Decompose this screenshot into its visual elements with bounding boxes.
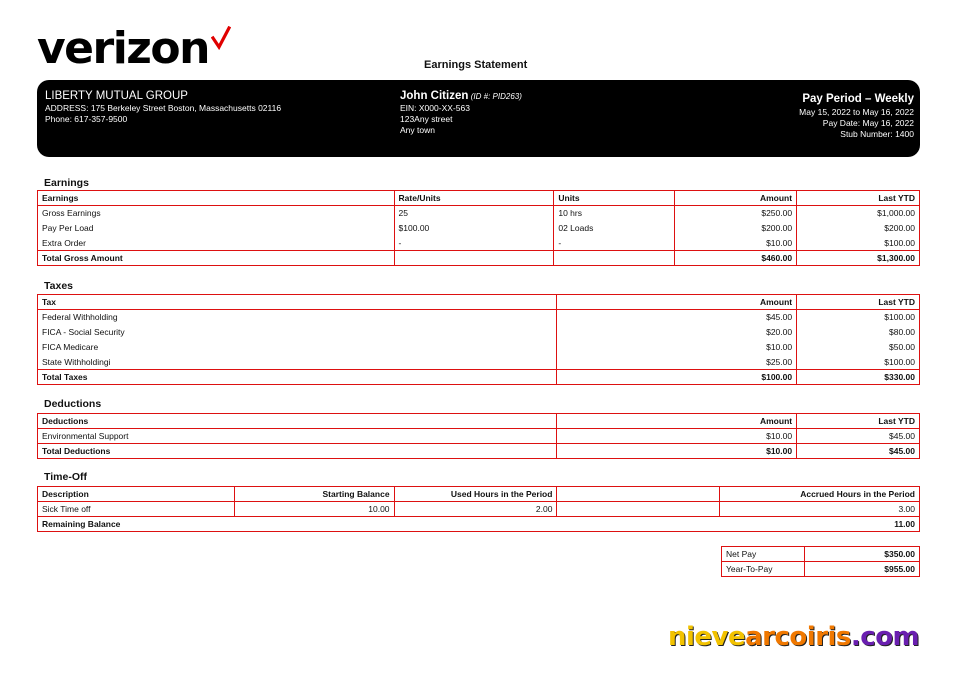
total-amount: $460.00 bbox=[675, 251, 797, 266]
earning-units: 02 Loads bbox=[554, 221, 675, 236]
total-amount: $100.00 bbox=[557, 370, 797, 385]
remaining-balance-label: Remaining Balance bbox=[38, 517, 720, 532]
deductions-total-row bbox=[38, 444, 920, 459]
total-units bbox=[554, 251, 675, 266]
tax-description: State Withholdingi bbox=[38, 355, 557, 370]
watermark-part: .com bbox=[850, 622, 920, 652]
earning-amount: $200.00 bbox=[675, 221, 797, 236]
net-pay-value: $350.00 bbox=[804, 547, 919, 562]
earning-ytd: $100.00 bbox=[797, 236, 920, 251]
employer-address: ADDRESS: 175 Berkeley Street Boston, Massachusetts 02116 bbox=[45, 103, 282, 113]
earning-ytd: $200.00 bbox=[797, 221, 920, 236]
employer-phone: Phone: 617-357-9500 bbox=[45, 114, 128, 124]
tax-ytd: $80.00 bbox=[797, 325, 920, 340]
year-to-pay-label: Year-To-Pay bbox=[722, 562, 805, 577]
column-header bbox=[557, 487, 720, 502]
total-ytd: $45.00 bbox=[797, 444, 920, 459]
watermark bbox=[668, 622, 919, 652]
employee-info bbox=[400, 89, 522, 136]
deduction-description: Environmental Support bbox=[38, 429, 557, 444]
earning-rate: $100.00 bbox=[394, 221, 554, 236]
stub-number: Stub Number: 1400 bbox=[840, 129, 914, 139]
column-header: Last YTD bbox=[797, 295, 920, 310]
remaining-balance-value: 11.00 bbox=[720, 517, 920, 532]
employee-id: (ID #: PID263) bbox=[470, 92, 522, 101]
net-pay-label: Net Pay bbox=[722, 547, 805, 562]
column-header: Description bbox=[38, 487, 235, 502]
earnings-section-title: Earnings bbox=[44, 177, 89, 189]
taxes-section-title: Taxes bbox=[44, 280, 73, 292]
total-ytd: $1,300.00 bbox=[797, 251, 920, 266]
year-to-pay-row bbox=[722, 562, 920, 577]
tax-ytd: $50.00 bbox=[797, 340, 920, 355]
timeoff-used-hours: 2.00 bbox=[394, 502, 557, 517]
taxes-header-row bbox=[38, 295, 920, 310]
year-to-pay-value: $955.00 bbox=[804, 562, 919, 577]
total-label: Total Taxes bbox=[38, 370, 557, 385]
timeoff-header-row bbox=[38, 487, 920, 502]
column-header: Deductions bbox=[38, 414, 557, 429]
tax-amount: $25.00 bbox=[557, 355, 797, 370]
pay-summary-table bbox=[721, 546, 920, 577]
employee-street: 123Any street bbox=[400, 114, 453, 124]
checkmark-icon bbox=[211, 26, 231, 50]
table-row bbox=[38, 221, 920, 236]
taxes-table bbox=[37, 294, 920, 385]
earning-description: Pay Per Load bbox=[38, 221, 395, 236]
timeoff-section-title: Time-Off bbox=[44, 471, 87, 483]
watermark-part: arcoiris bbox=[745, 622, 851, 652]
employee-ein: EIN: X000-XX-563 bbox=[400, 103, 470, 113]
earning-units: - bbox=[554, 236, 675, 251]
watermark-part: nieve bbox=[668, 622, 746, 652]
timeoff-starting-balance: 10.00 bbox=[234, 502, 394, 517]
earnings-table bbox=[37, 190, 920, 266]
verizon-logo bbox=[37, 24, 231, 74]
column-header: Last YTD bbox=[797, 191, 920, 206]
tax-ytd: $100.00 bbox=[797, 310, 920, 325]
deduction-amount: $10.00 bbox=[557, 429, 797, 444]
deduction-ytd: $45.00 bbox=[797, 429, 920, 444]
earning-description: Extra Order bbox=[38, 236, 395, 251]
statement-header bbox=[37, 80, 920, 157]
column-header: Rate/Units bbox=[394, 191, 554, 206]
table-row bbox=[38, 340, 920, 355]
deductions-table bbox=[37, 413, 920, 459]
document-title: Earnings Statement bbox=[424, 59, 528, 71]
table-row bbox=[38, 502, 920, 517]
table-row bbox=[38, 429, 920, 444]
earning-rate: - bbox=[394, 236, 554, 251]
earning-amount: $10.00 bbox=[675, 236, 797, 251]
earnings-header-row bbox=[38, 191, 920, 206]
tax-amount: $45.00 bbox=[557, 310, 797, 325]
employee-town: Any town bbox=[400, 125, 435, 135]
column-header: Accrued Hours in the Period bbox=[720, 487, 920, 502]
total-label: Total Gross Amount bbox=[38, 251, 395, 266]
timeoff-blank bbox=[557, 502, 720, 517]
tax-description: Federal Withholding bbox=[38, 310, 557, 325]
pay-period-title: Pay Period – Weekly bbox=[802, 93, 914, 105]
column-header: Amount bbox=[557, 295, 797, 310]
employee-name: John Citizen bbox=[400, 90, 469, 102]
table-row bbox=[38, 206, 920, 221]
pay-date: Pay Date: May 16, 2022 bbox=[822, 118, 914, 128]
table-row bbox=[38, 310, 920, 325]
earning-ytd: $1,000.00 bbox=[797, 206, 920, 221]
taxes-total-row bbox=[38, 370, 920, 385]
column-header: Tax bbox=[38, 295, 557, 310]
pay-period-info bbox=[799, 92, 914, 140]
tax-ytd: $100.00 bbox=[797, 355, 920, 370]
tax-amount: $10.00 bbox=[557, 340, 797, 355]
timeoff-description: Sick Time off bbox=[38, 502, 235, 517]
earning-units: 10 hrs bbox=[554, 206, 675, 221]
logo-wordmark: verizon bbox=[37, 23, 209, 74]
earning-rate: 25 bbox=[394, 206, 554, 221]
column-header: Starting Balance bbox=[234, 487, 394, 502]
column-header: Used Hours in the Period bbox=[394, 487, 557, 502]
table-row bbox=[38, 355, 920, 370]
earnings-total-row bbox=[38, 251, 920, 266]
remaining-balance-row bbox=[38, 517, 920, 532]
timeoff-table bbox=[37, 486, 920, 532]
tax-description: FICA - Social Security bbox=[38, 325, 557, 340]
table-row bbox=[38, 325, 920, 340]
timeoff-accrued-hours: 3.00 bbox=[720, 502, 920, 517]
total-ytd: $330.00 bbox=[797, 370, 920, 385]
pay-period-range: May 15, 2022 to May 16, 2022 bbox=[799, 107, 914, 117]
tax-amount: $20.00 bbox=[557, 325, 797, 340]
column-header: Amount bbox=[675, 191, 797, 206]
deductions-header-row bbox=[38, 414, 920, 429]
earning-description: Gross Earnings bbox=[38, 206, 395, 221]
total-amount: $10.00 bbox=[557, 444, 797, 459]
column-header: Last YTD bbox=[797, 414, 920, 429]
column-header: Amount bbox=[557, 414, 797, 429]
tax-description: FICA Medicare bbox=[38, 340, 557, 355]
employer-name: LIBERTY MUTUAL GROUP bbox=[45, 90, 188, 102]
total-rate bbox=[394, 251, 554, 266]
earning-amount: $250.00 bbox=[675, 206, 797, 221]
employer-info bbox=[45, 89, 281, 125]
deductions-section-title: Deductions bbox=[44, 398, 102, 410]
table-row bbox=[38, 236, 920, 251]
column-header: Units bbox=[554, 191, 675, 206]
total-label: Total Deductions bbox=[38, 444, 557, 459]
column-header: Earnings bbox=[38, 191, 395, 206]
net-pay-row bbox=[722, 547, 920, 562]
